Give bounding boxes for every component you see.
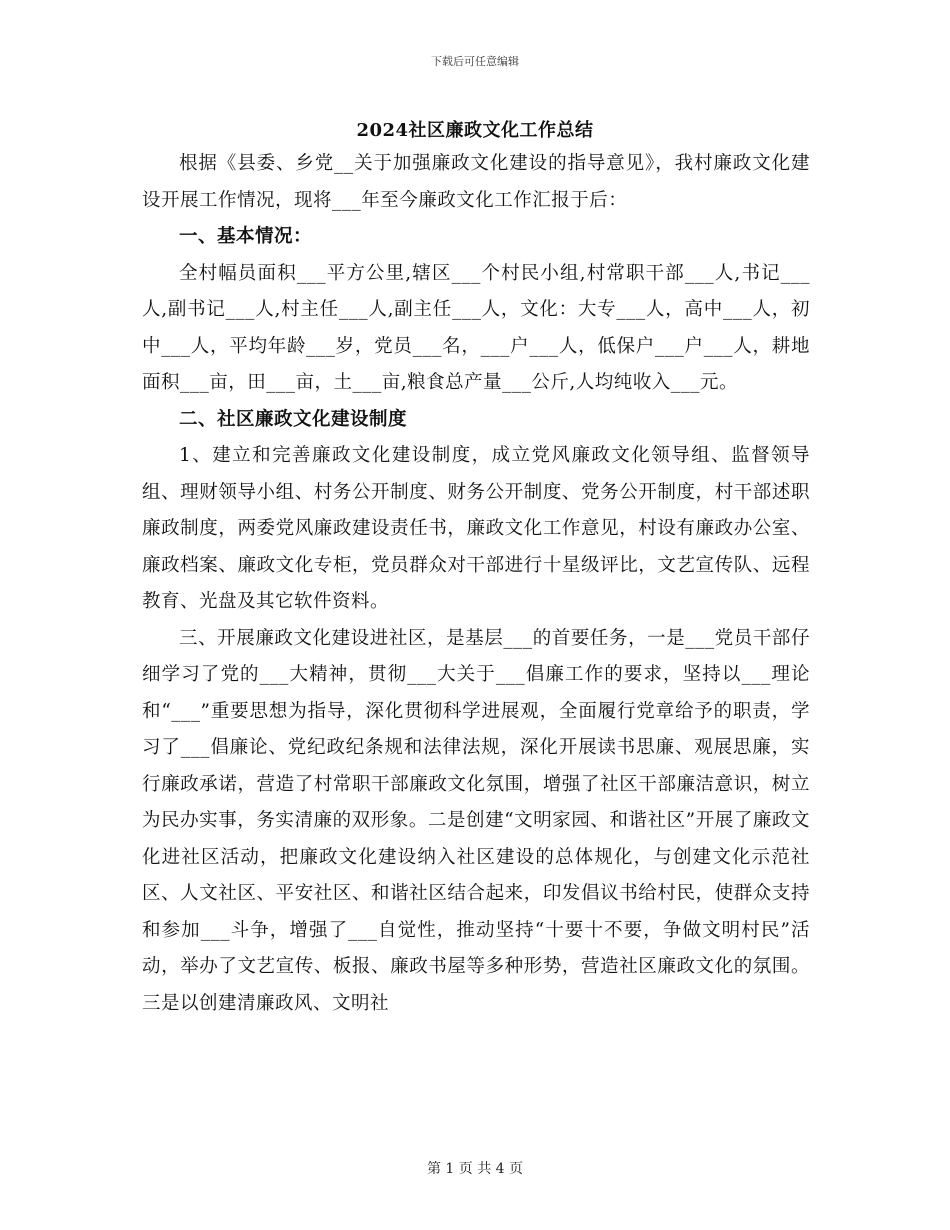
intro-paragraph: 根据《县委、乡党__关于加强廉政文化建设的指导意见》，我村廉政文化建设开展工作情况，现将___年至今廉政文化工作汇报于后： [142,153,810,211]
section-heading-basic-info: 一、基本情况： [179,226,313,247]
document-title: 2024社区廉政文化工作总结 [356,120,594,141]
section-heading-system: 二、社区廉政文化建设制度 [179,408,408,430]
section-three-paragraph: 三、开展廉政文化建设进社区，是基层___的首要任务，一是___党员干部仔细学习了党的___大精神，贯彻___大关于___倡廉工作的要求，坚持以___理论和“___”重要思想为指导，深化贯彻科学进展观，全面履行党章给予的职责，学习了___倡廉论、党纪政纪条规和法律法规，深化开展读书思廉、观展思廉，实行廉政承诺，营造了村常职干部廉政文化氛围，增强了社区干部廉洁意识，树立为民办实事，务实清廉的双形象。二是创建“文明家园、和谐社区”开展了廉政文化进社区活动，把廉政文化建设纳入社区建设的总体规化，与创建文化示范社区、人文社区、平安社区、和谐社区结合起来，印发倡议书给村民，使群众支持和参加___斗争，增强了___自觉性，推动坚持“十要十不要，争做文明村民”活动，举办了文艺宣传、板报、廉政书屋等多种形势，营造社区廉政文化的氛围。三是以创建清廉政风、文明社 [142,627,810,1014]
basic-info-paragraph: 全村幅员面积___平方公里,辖区___个村民小组,村常职干部___人,书记___人,副书记___人,村主任___人,副主任___人，文化：大专___人，高中___人，初中___人，平均年龄___岁，党员___名，___户___人，低保户___户___人，耕地面积___亩，田___亩，土___亩,粮食总产量___公斤,人均纯收入___元。 [142,262,810,393]
system-paragraph: 1、建立和完善廉政文化建设制度，成立党风廉政文化领导组、监督领导组、理财领导小组、村务公开制度、财务公开制度、党务公开制度，村干部述职廉政制度，两委党风廉政建设责任书，廉政文化工作意见，村设有廉政办公室、廉政档案、廉政文化专柜，党员群众对干部进行十星级评比，文艺宣传队、远程教育、光盘及其它软件资料。 [142,445,810,612]
download-editable-note: 下载后可任意编辑 [431,55,519,68]
document-body [142,146,810,1022]
page-number: 第 1 页 共 4 页 [426,1161,524,1177]
